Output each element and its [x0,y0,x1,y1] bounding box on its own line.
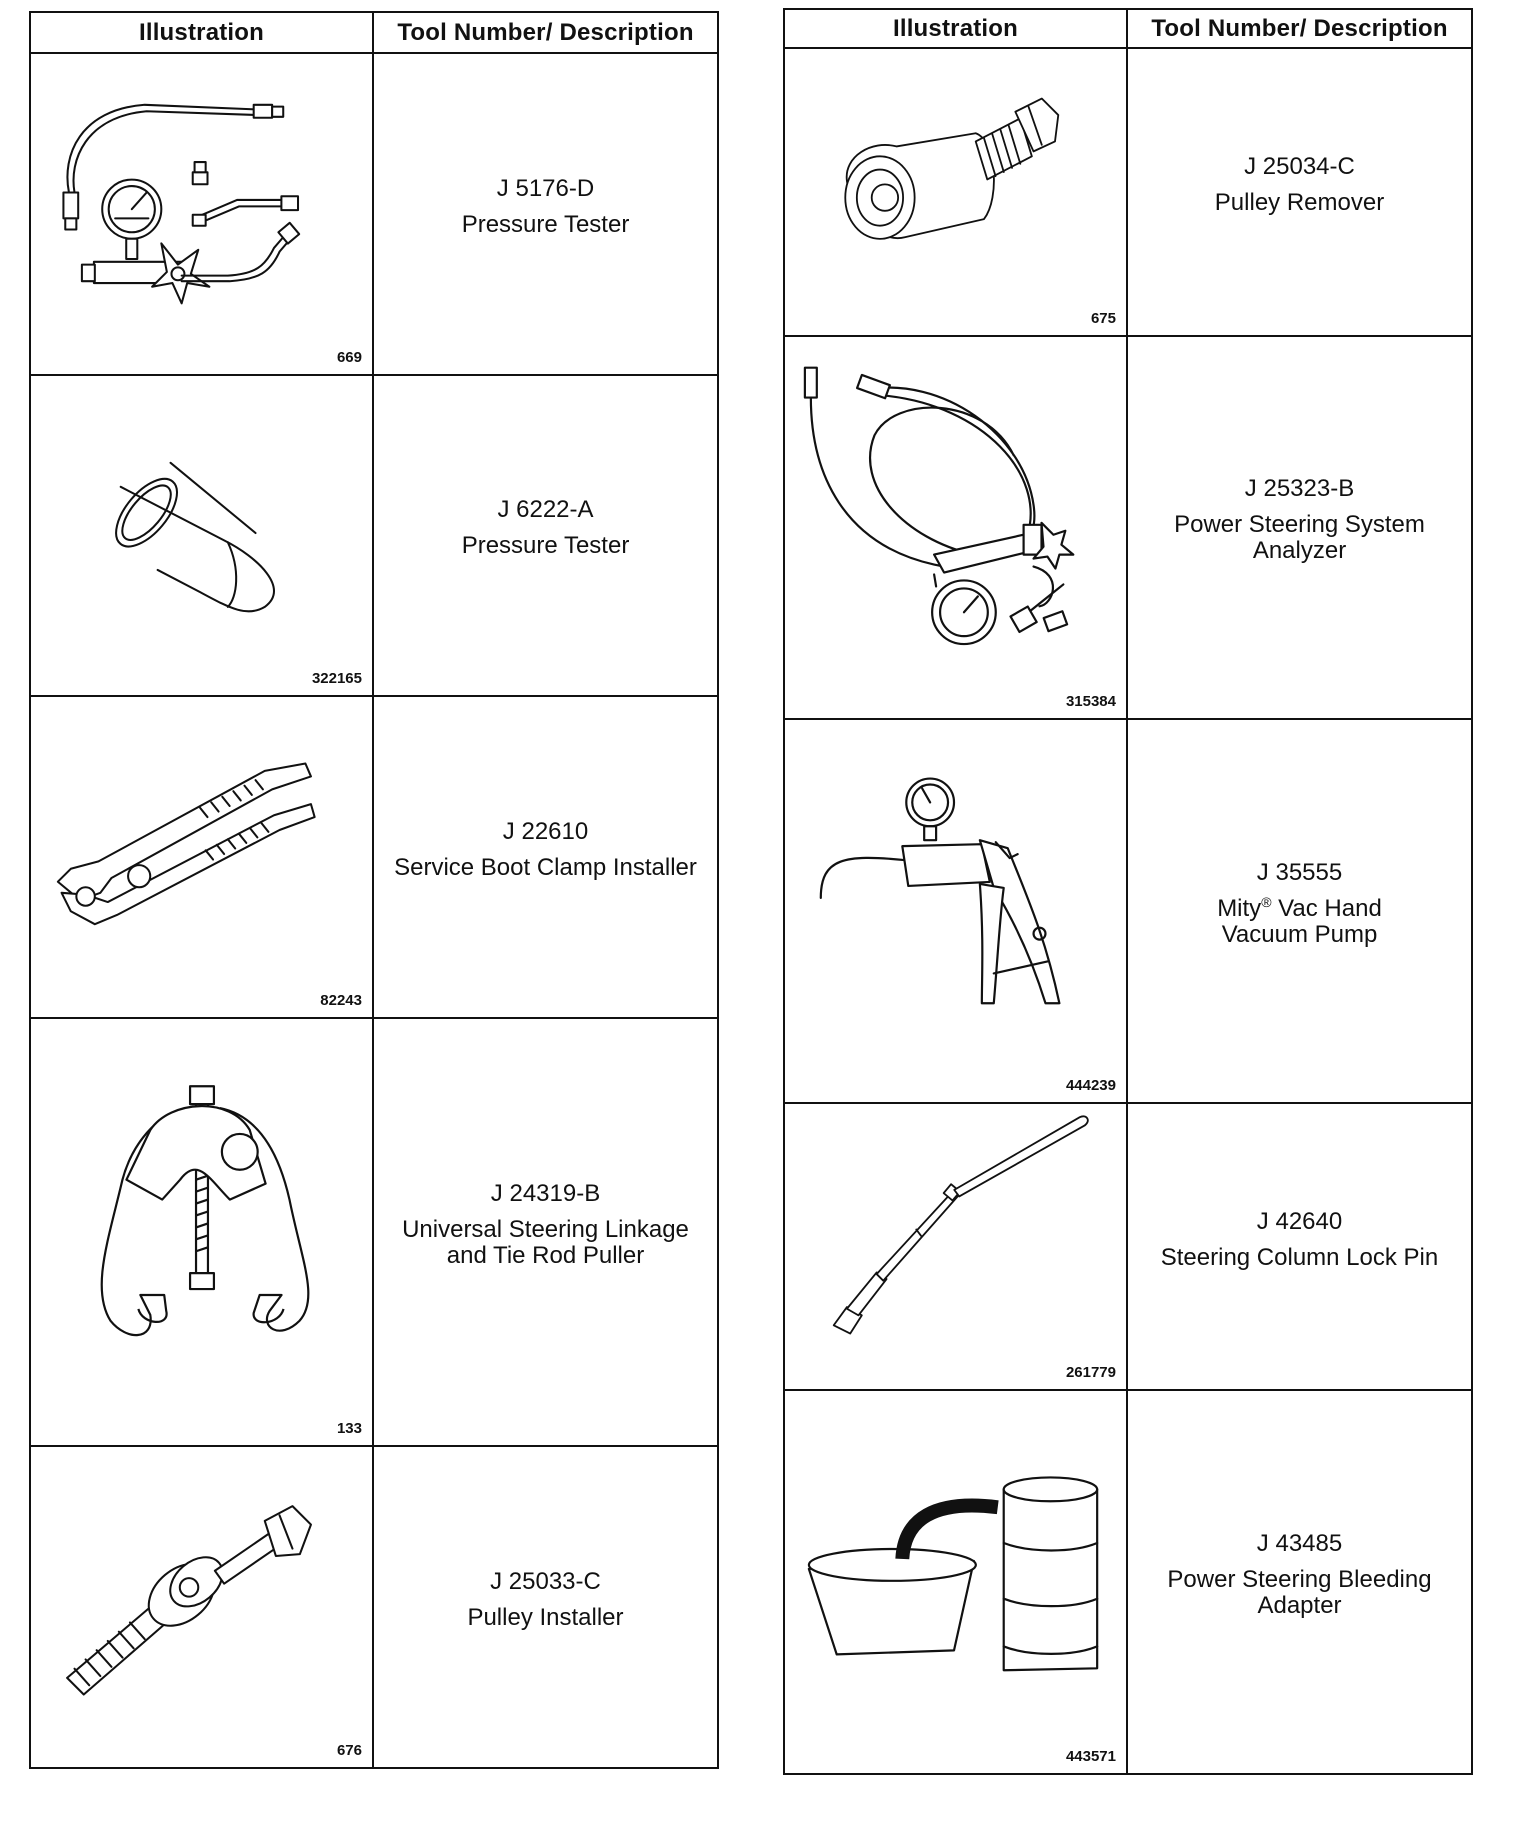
tool-description-line2: and Tie Rod Puller [446,1242,645,1270]
table-row [784,336,1472,720]
figure-number: 675 [1090,309,1116,327]
table-row [30,1446,718,1768]
figure-number: 322165 [311,670,362,688]
description-cell [373,1446,718,1768]
tool-number: J 35555 [1256,858,1343,886]
table-header-row [784,9,1472,48]
figure-number: 261779 [1065,1364,1116,1382]
tool-table-right [783,8,1473,1775]
tool-number: J 22610 [502,817,589,845]
figure-number: 133 [336,1420,362,1438]
registered-mark: ® [1261,893,1272,910]
table-header-row [30,12,718,53]
tool-number: J 42640 [1256,1207,1343,1235]
pressure-tester-cap-icon [31,376,372,696]
figure-number: 82243 [320,991,362,1009]
tool-description: Pulley Installer [467,1604,624,1632]
tool-description: Pressure Tester [461,532,630,560]
description-cell [373,696,718,1018]
description-cell [373,53,718,375]
tool-description-brand: Mity [1217,894,1262,922]
description-cell [1127,48,1472,336]
bleeding-adapter-icon [785,1391,1126,1773]
table-row [784,719,1472,1103]
tool-description: Power Steering Bleeding [1167,1566,1432,1594]
pressure-tester-hose-gauge-icon [31,54,372,374]
tool-header: Tool Number/ Description [373,12,718,53]
tool-number: J 5176-D [496,174,595,202]
power-steering-analyzer-icon [785,337,1126,719]
description-cell [1127,1103,1472,1391]
tool-description-tail: Vac Hand [1271,894,1382,922]
illustration-cell [784,1390,1127,1774]
illustration-cell [784,719,1127,1103]
description-cell [373,375,718,697]
tool-description: Pressure Tester [461,210,630,238]
table-row [30,375,718,697]
tool-description: Steering Column Lock Pin [1160,1243,1439,1271]
illustration-header: Illustration [30,12,373,53]
illustration-cell [30,375,373,697]
table-row [30,53,718,375]
illustration-cell [784,336,1127,720]
tool-description: Service Boot Clamp Installer [394,853,697,881]
illustration-cell [30,1018,373,1447]
tool-number: J 43485 [1256,1530,1343,1558]
figure-number: 669 [336,348,362,366]
table-row [784,1103,1472,1391]
figure-number: 443571 [1065,1748,1116,1765]
description-cell [1127,336,1472,720]
illustration-cell [30,53,373,375]
figure-number: 676 [336,1742,362,1759]
illustration-cell [784,48,1127,336]
lock-pin-rod-icon [785,1104,1126,1390]
tool-number: J 25033-C [490,1568,601,1596]
description-cell [1127,1390,1472,1774]
table-row [30,696,718,1018]
description-cell [1127,719,1472,1103]
tool-header: Tool Number/ Description [1127,9,1472,48]
tool-description: Power Steering System [1174,511,1425,539]
tool-description: Universal Steering Linkage [402,1216,689,1244]
figure-number: 315384 [1065,693,1116,711]
illustration-header: Illustration [784,9,1127,48]
pulley-installer-bolt-icon [31,1447,372,1767]
tool-number: J 25034-C [1244,152,1355,180]
boot-clamp-pliers-icon [31,697,372,1017]
tie-rod-puller-icon [31,1019,372,1446]
tool-number: J 6222-A [497,496,594,524]
tool-description-line2: Analyzer [1252,537,1347,565]
illustration-cell [30,1446,373,1768]
table-row [784,1390,1472,1774]
table-row [30,1018,718,1447]
pulley-remover-icon [785,49,1126,335]
tool-description-line2: Vacuum Pump [1221,920,1378,948]
tool-number: J 24319-B [490,1180,601,1208]
tool-description-line2: Adapter [1257,1592,1342,1620]
illustration-cell [784,1103,1127,1391]
illustration-cell [30,696,373,1018]
hand-vacuum-pump-icon [785,720,1126,1102]
tool-description: Pulley Remover [1214,188,1385,216]
tool-description [1134,893,1465,922]
tool-table-left [29,11,719,1769]
table-row [784,48,1472,336]
figure-number: 444239 [1065,1076,1116,1094]
tool-number: J 25323-B [1244,475,1355,503]
description-cell [373,1018,718,1447]
